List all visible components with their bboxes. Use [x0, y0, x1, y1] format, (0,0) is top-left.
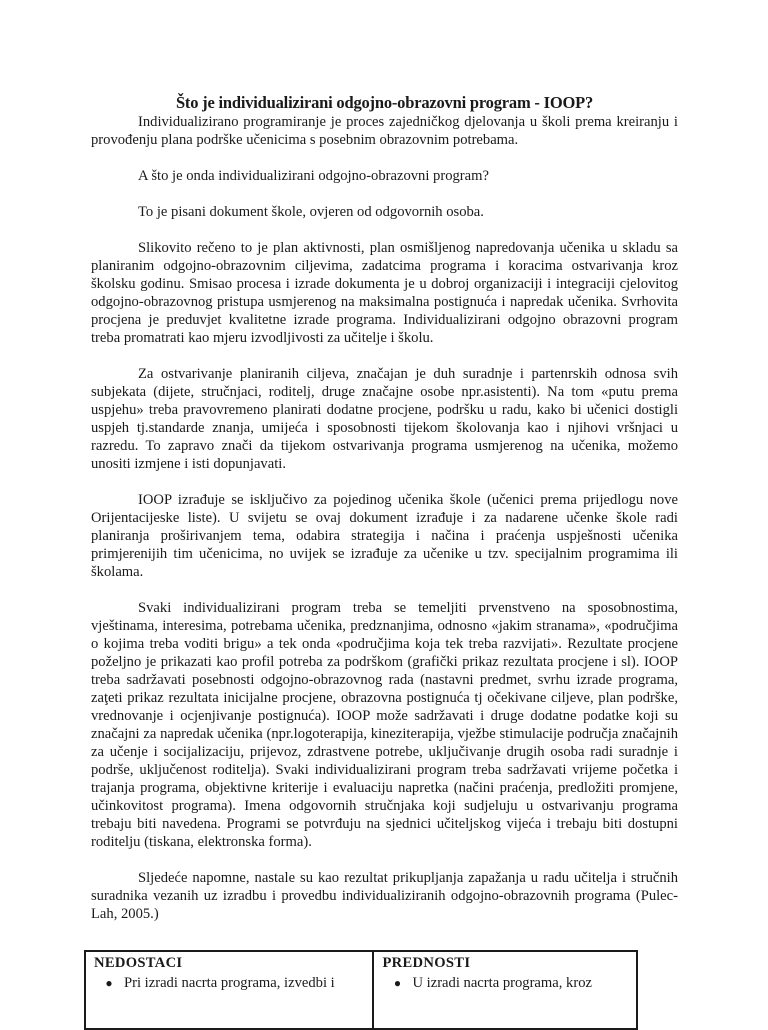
paragraph-question: A što je onda individualizirani odgojno-obrazovni program?: [138, 168, 489, 184]
bullet-icon: ●: [393, 976, 402, 990]
bullet-text: Pri izradi nacrta programa, izvedbi i: [124, 975, 335, 991]
column-prednosti: [373, 951, 637, 1029]
document-title: Što je individualizirani odgojno-obrazovni program - IOOP?: [175, 93, 594, 112]
column-nedostaci: [85, 951, 373, 1029]
list-item: [94, 974, 364, 992]
comparison-table: [84, 950, 638, 1030]
list-item: [382, 974, 628, 992]
bullet-text: U izradi nacrta programa, kroz: [412, 975, 592, 991]
paragraph-definition: To je pisani dokument škole, ovjeren od odgovornih osoba.: [138, 204, 484, 220]
paragraph-program-content: Svaki individualizirani program treba se temeljiti prvenstveno na sposobnostima, vještinama, interesima, potrebama učenika, predznanjima, odnosno «jakim stranama», «područjima o kojima treba voditi brigu» a tek onda «područjima koja tek treba razvijati». Rezultate procjene poželjno je prikazati kao profil potreba za podrškom (grafički prikaz rezultata procjene i sl). IOOP treba sadržavati posebnosti odgojno-obrazovnog rada (nastavni predmet, svrhu izrade programa, zaţeti prikaz rezultata inicijalne procjene, obrazovna postignuća tj očekivane ciljeve, plan podrške, vrednovanje i ocjenjivanje postignuća). IOOP može sadržavati i druge dodatne podatke koji su značajni za napredak učenika (npr.logoterapija, kineziterapija, vježbe stimulacije područja značajnih za učenje i socijalizaciju, prijevoz, zdrastvene potrebe, uključivanje drugih osoba radi suradnje i podrše, uključenost roditelja). Svaki individualizirani program treba sadržavati vrijeme početka i trajanja programa, objektivne kriterije i evaluaciju napretka (načini praćenja, predložiti promjene, učinkovitost programa). Imena odgovornih stručnjaka koji sudjeluju u ostvarivanju programa trebaju biti navedena. Programi se potvrđuju na sjednici učiteljskog vijeća i trebaju biti dostupni roditelju (tiskana, elektronska forma).: [91, 600, 678, 850]
paragraph-cooperation: Za ostvarivanje planiranih ciljeva, značajan je duh suradnje i partenrskih odnosa svih subjekata (dijete, stručnjaci, roditelj, druge značajne osobe npr.asistenti). Na tom «putu prema uspjehu» treba pravovremeno planirati dodatne procjene, podršku u radu, kako bi učenici dostigli uspjeh tj.standarde znanja, umijeća i sposobnosti tijekom školovanja kao i njihovi vršnjaci u razredu. To zapravo znači da tijekom ostvarivanja programa usmjerenog na učenika, možemo unositi izmjene i isti dopunjavati.: [91, 366, 678, 472]
paragraph-intro: Individualizirano programiranje je proces zajedničkog djelovanja u školi prema kreiranju i provođenju plana podrške učenicima s posebnim obrazovnim potrebama.: [91, 114, 678, 148]
header-prednosti: PREDNOSTI: [382, 955, 471, 971]
paragraph-ioop-scope: IOOP izrađuje se isključivo za pojedinog učenika škole (učenici prema prijedlogu nove Orijentacijeske liste). U svijetu se ovaj dokument izrađuje i za nadarene učenke škole radi planiranja proširivanjem tema, odabira strategija i načina i praćenja uspješnosti učenika primjerenijih tim učenicima, no uvijek se izrađuje za učenike u tzv. specijalnim programima ili školama.: [91, 492, 678, 580]
header-nedostaci: NEDOSTACI: [94, 955, 183, 971]
paragraph-notes-intro: Sljedeće napomne, nastale su kao rezultat prikupljanja zapažanja u radu učitelja i stručnih suradnika vezanih uz izradbu i provedbu individualiziranih odgojno-obrazovnih programa (Pulec-Lah, 2005.): [91, 870, 678, 922]
document-body: [91, 93, 678, 923]
paragraph-plan: Slikovito rečeno to je plan aktivnosti, plan osmišljenog napredovanja učenika u skladu sa planiranim odgojno-obrazovnim ciljevima, zadatcima programa i koracima ostvarivanja kroz školsku godinu. Smisao procesa i izrade dokumenta je u dobroj organizaciji i integraciji cjelovitog odgojno-obrazovnog pristupa usmjerenog na maksimalna postignuća i napredak učenika. Svrhovita procjena je preduvjet kvalitetne izrade programa. Individualizirani odgojno obrazovni program treba promatrati kao mjeru izvodljivosti za učitelje i školu.: [91, 240, 678, 346]
bullet-icon: ●: [105, 976, 113, 990]
